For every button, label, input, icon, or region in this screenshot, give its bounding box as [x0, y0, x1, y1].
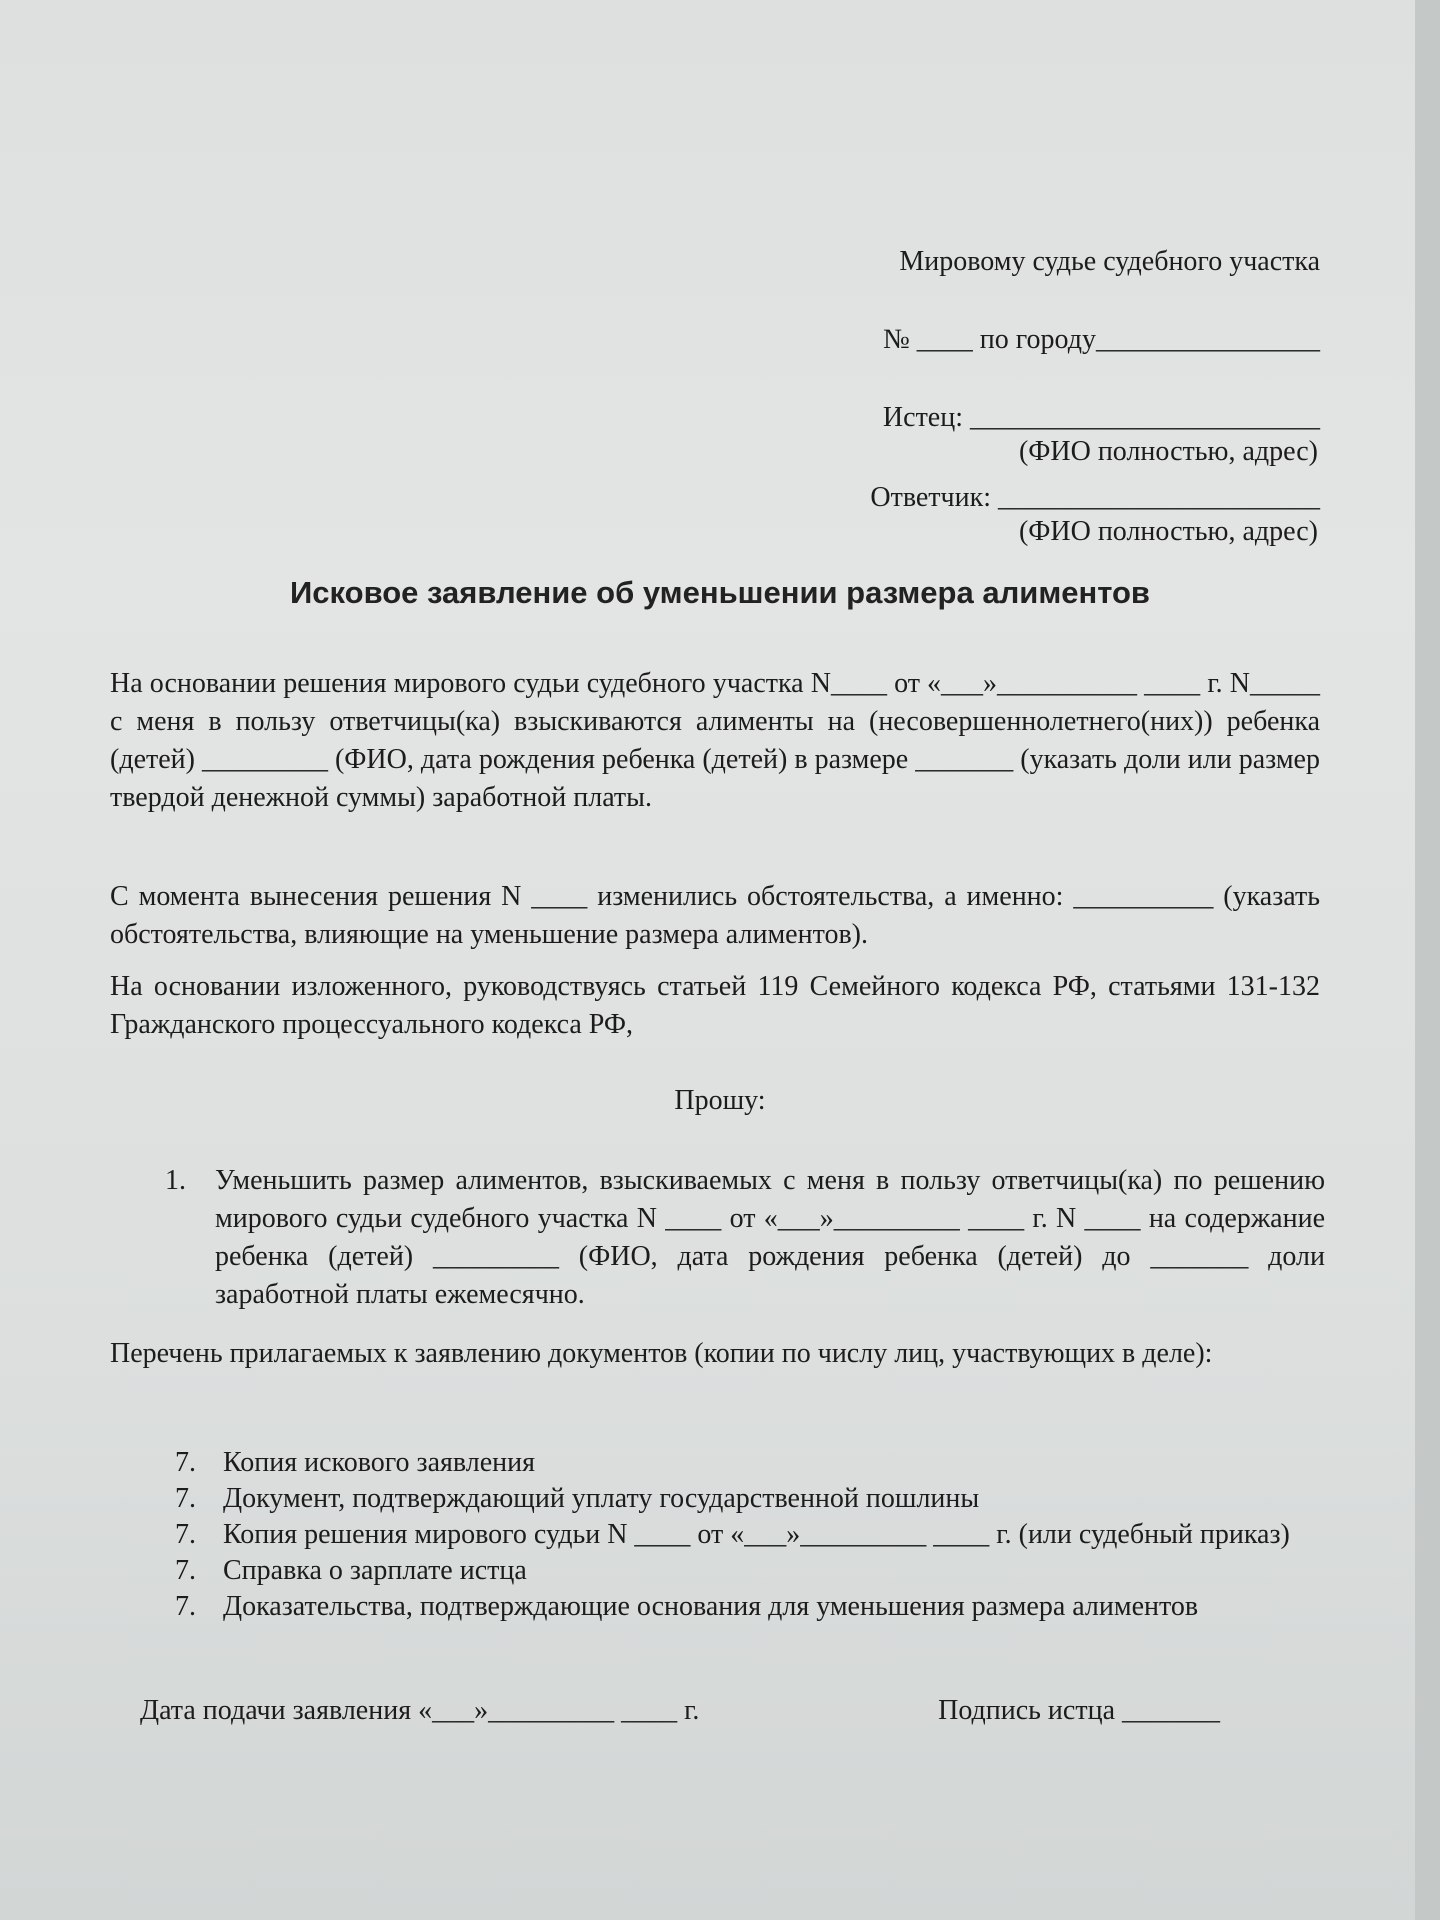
paragraph-circumstances: С момента вынесения решения N ____ изменились обстоятельства, а именно: __________ (указать обстоятельства, влияющие на уменьшение размера алиментов).	[110, 881, 1320, 950]
attachments-list	[175, 1445, 1330, 1625]
document-title: Исковое заявление об уменьшении размера алиментов	[290, 575, 1150, 610]
request-label: Прошу:	[674, 1085, 766, 1116]
court-number-line: № ____ по городу________________	[883, 324, 1320, 355]
list-item-number: 1.	[165, 1165, 186, 1196]
plaintiff-note: (ФИО полностью, адрес)	[1018, 436, 1318, 467]
list-item-number: 7.	[175, 1555, 196, 1586]
list-item	[175, 1517, 1330, 1553]
list-item-number: 7.	[175, 1519, 196, 1550]
list-item-text: Уменьшить размер алиментов, взыскиваемых с меня в пользу ответчицы(ка) по решению мирового судьи судебного участка N ____ от «___»_________ ____ г. N ____ на содержание ребенка (детей) _________ (ФИО, дата рождения ребенка (детей) до _______ доли заработной платы ежемесячно.	[215, 1165, 1325, 1310]
filing-date-line: Дата подачи заявления «___»_________ ____ г.	[140, 1695, 700, 1726]
list-item-number: 7.	[175, 1591, 196, 1622]
paragraph-legal-basis: На основании изложенного, руководствуясь статьей 119 Семейного кодекса РФ, статьями 131-132 Гражданского процессуального кодекса РФ,	[110, 971, 1320, 1040]
list-item	[175, 1553, 1330, 1589]
request-list	[165, 1162, 1325, 1314]
signature-line: Подпись истца _______	[938, 1695, 1220, 1726]
list-item	[175, 1589, 1330, 1625]
list-item	[175, 1445, 1330, 1481]
list-item	[175, 1481, 1330, 1517]
addressee-block	[820, 245, 1320, 549]
defendant-note: (ФИО полностью, адрес)	[1018, 516, 1318, 547]
list-item-text: Копия искового заявления	[223, 1447, 536, 1478]
defendant-line: Ответчик: _______________________	[870, 482, 1320, 513]
list-item-number: 7.	[175, 1483, 196, 1514]
plaintiff-line: Истец: _________________________	[882, 402, 1320, 433]
court-name: Мировому судье судебного участка	[899, 246, 1320, 277]
list-item	[165, 1162, 1325, 1314]
list-item-text: Копия решения мирового судьи N ____ от «___»_________ ____ г. (или судебный приказ)	[223, 1519, 1290, 1550]
list-item-text: Документ, подтверждающий уплату государственной пошлины	[223, 1483, 980, 1514]
paragraph-attachments-intro: Перечень прилагаемых к заявлению документов (копии по числу лиц, участвующих в деле):	[110, 1338, 1213, 1369]
background-surface	[1415, 0, 1440, 1920]
list-item-text: Справка о зарплате истца	[223, 1555, 527, 1586]
list-item-text: Доказательства, подтверждающие основания для уменьшения размера алиментов	[223, 1591, 1199, 1622]
footer	[140, 1695, 1240, 1727]
list-item-number: 7.	[175, 1447, 196, 1478]
paragraph-basis: На основании решения мирового судьи судебного участка N____ от «___»__________ ____ г. N_____ с меня в пользу ответчицы(ка) взыскиваются алименты на (несовершеннолетнего(них)) ребенка (детей) _________ (ФИО, дата рождения ребенка (детей) в размере _______ (указать доли или размер твердой денежной суммы) заработной платы.	[110, 668, 1320, 813]
